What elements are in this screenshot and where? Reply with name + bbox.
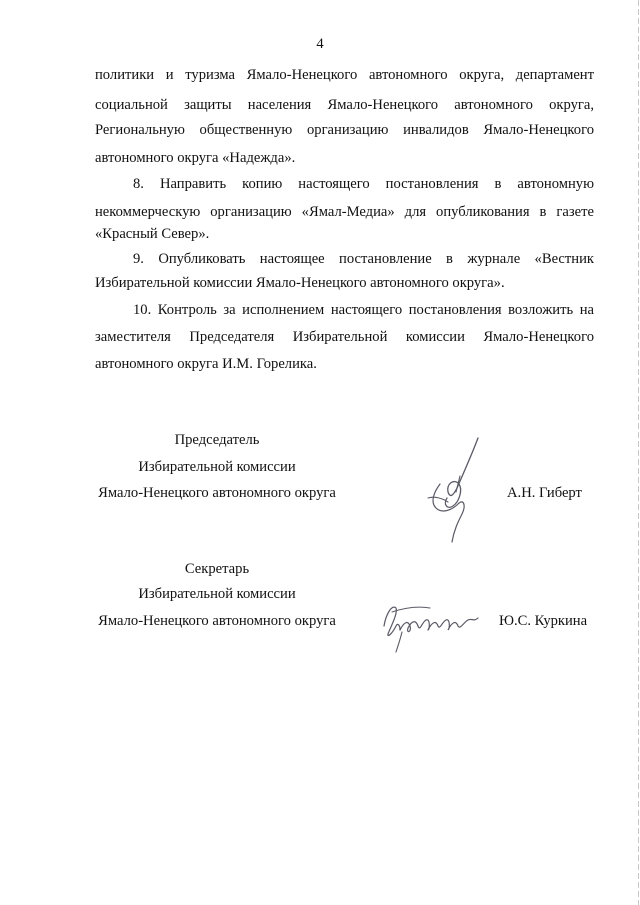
body-line: автономного округа И.М. Горелика. xyxy=(95,356,317,372)
signatory-name: Ю.С. Куркина xyxy=(499,613,588,629)
body-line: заместителя Председателя Избирательной комиссии Ямало-Ненецкого xyxy=(95,329,594,345)
body-line: социальной защиты населения Ямало-Ненецкого автономного округа, xyxy=(95,97,594,113)
signatory-title: Избирательной комиссии xyxy=(138,459,296,475)
body-line: политики и туризма Ямало-Ненецкого автономного округа, департамент xyxy=(95,67,594,83)
page-edge xyxy=(638,0,639,905)
body-line: 9. Опубликовать настоящее постановление в журнале «Вестник xyxy=(133,251,594,267)
page-number: 4 xyxy=(316,36,324,52)
body-line: «Красный Север». xyxy=(95,226,210,242)
handwritten-signature-secretary xyxy=(378,592,488,654)
signatory-title: Ямало-Ненецкого автономного округа xyxy=(98,485,336,501)
body-line: 10. Контроль за исполнением настоящего постановления возложить на xyxy=(133,302,594,318)
signatory-title: Председатель xyxy=(174,432,260,448)
body-line: Региональную общественную организацию инвалидов Ямало-Ненецкого xyxy=(95,122,594,138)
body-line: автономного округа «Надежда». xyxy=(95,150,296,166)
signatory-title: Ямало-Ненецкого автономного округа xyxy=(98,613,336,629)
signatory-title: Избирательной комиссии xyxy=(138,586,296,602)
body-line: 8. Направить копию настоящего постановления в автономную xyxy=(133,176,594,192)
body-line: некоммерческую организацию «Ямал-Медиа» для опубликования в газете xyxy=(95,204,594,220)
signatory-name: А.Н. Гиберт xyxy=(507,485,582,501)
handwritten-signature-chairman xyxy=(410,432,490,544)
body-line: Избирательной комиссии Ямало-Ненецкого автономного округа». xyxy=(95,275,505,291)
signatory-title: Секретарь xyxy=(184,561,250,577)
